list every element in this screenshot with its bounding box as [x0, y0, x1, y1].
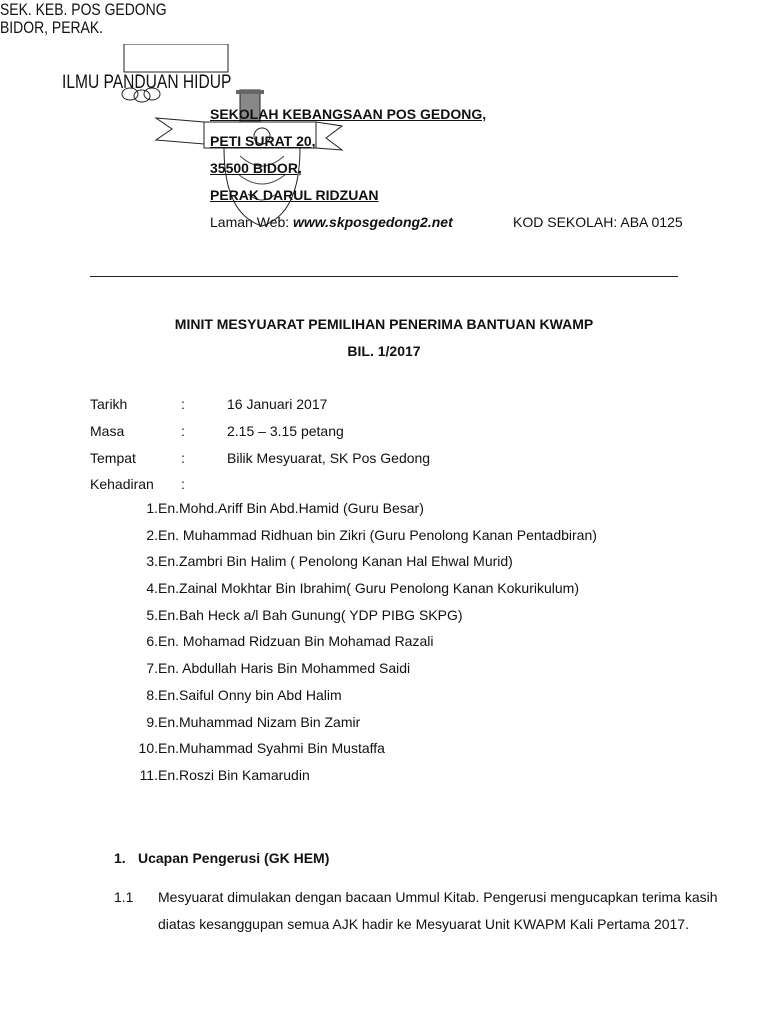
attendee-number: 5.: [146, 606, 158, 623]
attendee-name: En. Abdullah Haris Bin Mohammed Saidi: [158, 660, 411, 677]
attendee-number: 4.: [146, 580, 158, 597]
item-1-1-text: Mesyuarat dimulakan dengan bacaan Ummul Kitab. Pengerusi mengucapkan terima kasih diatas kesanggupan semua AJK hadir ke Mesyuarat Unit KWAPM Kali Pertama 2017.: [158, 889, 718, 932]
logo-motto: ILMU PANDUAN HIDUP: [62, 72, 232, 93]
document-title: MINIT MESYUARAT PEMILIHAN PENERIMA BANTUAN KWAMP: [174, 316, 594, 332]
attendee-item: [128, 631, 728, 658]
attendee-item: [128, 525, 728, 552]
section-1-number: 1.: [114, 850, 126, 866]
attendee-item: [128, 551, 728, 578]
header-divider: [90, 276, 678, 277]
school-short-location: BIDOR, PERAK.: [0, 18, 104, 37]
attendee-item: [128, 738, 728, 765]
attendee-item: [128, 578, 728, 605]
address-line-school: SEKOLAH KEBANGSAAN POS GEDONG,: [210, 106, 487, 122]
attendee-name: En.Muhammad Nizam Bin Zamir: [158, 713, 361, 730]
attendee-number: 11.: [139, 766, 158, 783]
attendee-name: En.Roszi Bin Kamarudin: [158, 766, 310, 783]
attendee-item: [128, 765, 728, 792]
attendee-name: En.Mohd.Ariff Bin Abd.Hamid (Guru Besar): [158, 500, 424, 516]
attendee-number: 2.: [146, 526, 158, 543]
meta-colon: :: [181, 450, 185, 466]
meta-colon: :: [181, 423, 185, 439]
website-label: Laman Web:: [210, 214, 294, 230]
meta-value-venue: Bilik Mesyuarat, SK Pos Gedong: [227, 450, 431, 466]
attendee-number: 9.: [146, 713, 158, 730]
attendee-number: 6.: [146, 633, 158, 650]
attendee-item: [128, 605, 728, 632]
attendee-item: [128, 658, 728, 685]
meta-value-time: 2.15 – 3.15 petang: [227, 423, 344, 439]
attendee-number: 10.: [138, 740, 158, 757]
school-code: KOD SEKOLAH: ABA 0125: [513, 214, 683, 230]
section-1-title: Ucapan Pengerusi (GK HEM): [138, 850, 330, 866]
address-line-state: PERAK DARUL RIDZUAN: [210, 187, 379, 203]
attendee-number: 8.: [146, 686, 158, 703]
attendee-number: 3.: [146, 553, 158, 570]
item-1-1-number: 1.1: [114, 889, 134, 905]
attendee-name: En. Mohamad Ridzuan Bin Mohamad Razali: [158, 633, 434, 650]
website-line: [210, 214, 453, 230]
attendee-item: [128, 712, 728, 739]
meta-colon: :: [181, 476, 185, 492]
attendee-number: 1.: [146, 500, 158, 516]
website-url-link[interactable]: www.skposgedong2.net: [293, 214, 453, 230]
attendee-name: En.Bah Heck a/l Bah Gunung( YDP PIBG SKPG): [158, 606, 463, 623]
meta-value-date: 16 Januari 2017: [227, 396, 328, 412]
meta-label-time: Masa: [90, 423, 125, 439]
meta-label-date: Tarikh: [90, 396, 128, 412]
attendee-item: [128, 685, 728, 712]
address-line-postcode: 35500 BIDOR,: [210, 160, 302, 176]
attendee-name: En.Muhammad Syahmi Bin Mustaffa: [158, 740, 385, 757]
attendee-name: En.Zambri Bin Halim ( Penolong Kanan Hal Ehwal Murid): [158, 553, 513, 570]
attendance-list: [128, 498, 728, 792]
school-short-name: SEK. KEB. POS GEDONG: [0, 0, 167, 19]
attendee-name: En. Muhammad Ridhuan bin Zikri (Guru Penolong Kanan Pentadbiran): [158, 526, 597, 543]
section-1-heading: [114, 850, 329, 866]
address-line-po-box: PETI SURAT 20,: [210, 133, 316, 149]
meta-colon: :: [181, 396, 185, 412]
attendee-number: 7.: [146, 660, 158, 677]
attendee-name: En.Saiful Onny bin Abd Halim: [158, 686, 342, 703]
meta-label-venue: Tempat: [90, 450, 136, 466]
attendee-name: En.Zainal Mokhtar Bin Ibrahim( Guru Penolong Kanan Kokurikulum): [158, 580, 579, 597]
attendee-item: [128, 498, 728, 525]
document-number: BIL. 1/2017: [347, 343, 421, 359]
meta-label-attendance: Kehadiran: [90, 476, 154, 492]
